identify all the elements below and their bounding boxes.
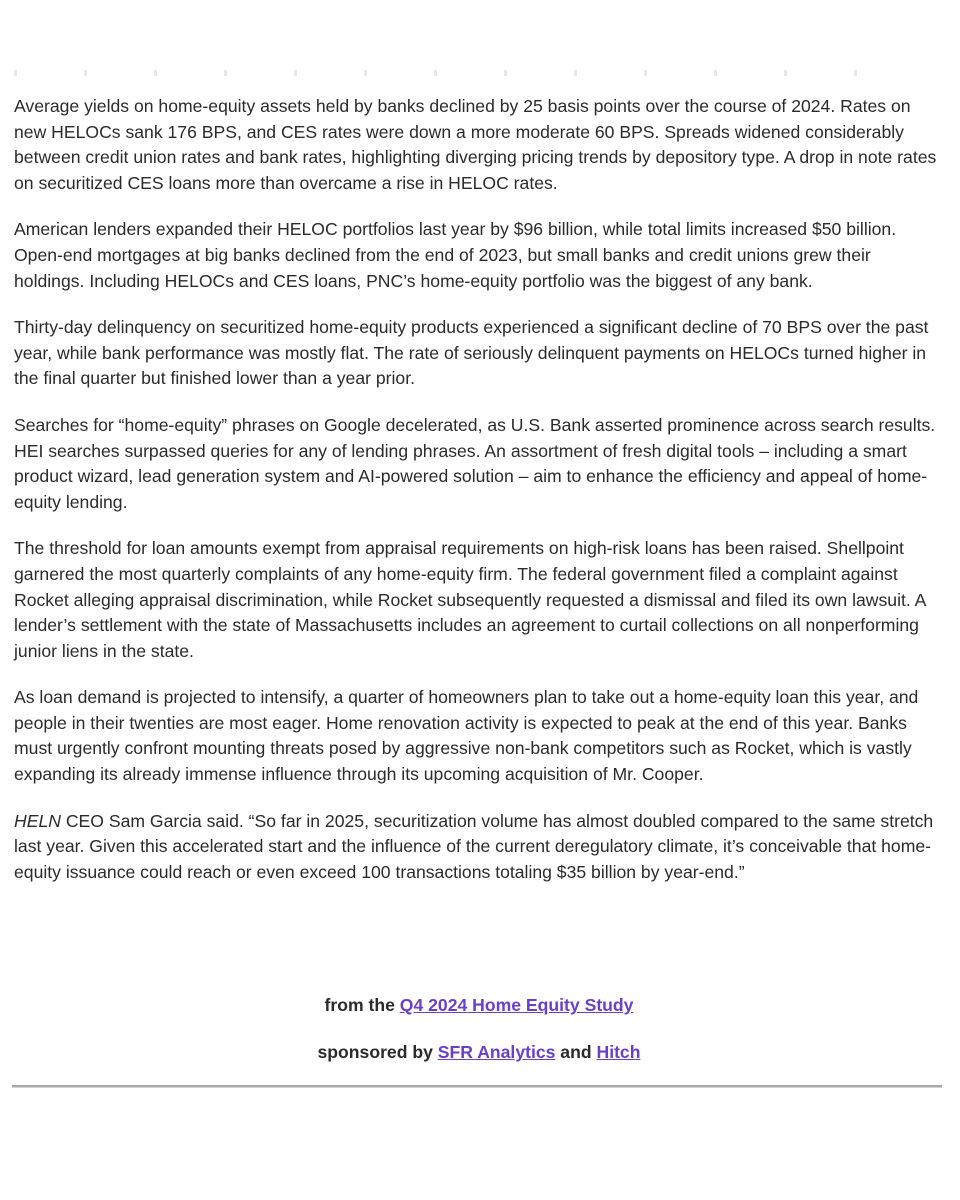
paragraph-outlook: As loan demand is projected to intensify, a quarter of homeowners plan to take out a home-equity loan this year, and people in their twenties are most eager. Home renovation activity is expected to peak at the end of this year. Banks must urgently confront mounting threats posed by aggressive non-bank competitors such as Rocket, which is vastly expanding its already immense influence through its upcoming acquisition of Mr. Cooper.: [14, 687, 919, 785]
paragraph-quote: [14, 809, 944, 886]
cropped-text-remnant: [14, 70, 874, 76]
paragraph-regulation: The threshold for loan amounts exempt from appraisal requirements on high-risk loans has been raised. Shellpoint garnered the most quarterly complaints of any home-equity firm. The federal government filed a complaint against Rocket alleging appraisal discrimination, while Rocket subsequently requested a dismissal and filed its own lawsuit. A lender’s settlement with the state of Massachusetts includes an agreement to curtail collections on all nonperforming junior liens in the state.: [14, 538, 926, 661]
publication-name: HELN: [14, 810, 61, 831]
paragraph-yields: Average yields on home-equity assets held by banks declined by 25 basis points over the course of 2024. Rates on new HELOCs sank 176 BPS, and CES rates were down a more moderate 60 BPS. Spreads widened considerably between credit union rates and bank rates, highlighting diverging pricing trends by depository type. A drop in note rates on securitized CES loans more than overcame a rise in HELOC rates.: [14, 96, 937, 193]
paragraph-portfolios: American lenders expanded their HELOC portfolios last year by $96 billion, while total limits increased $50 billion. Open-end mortgages at big banks declined from the end of 2023, but small banks and credit unions grew their holdings. Including HELOCs and CES loans, PNC’s home-equity portfolio was the biggest of any bank.: [14, 219, 897, 291]
quote-text: CEO Sam Garcia said. “So far in 2025, securitization volume has almost doubled compared to the same stretch last year. Given this accelerated start and the influence of the current deregulatory climate, it’s conceivable that home-equity issuance could reach or even exceed 100 transactions totaling $35 billion by year-end.”: [14, 810, 934, 882]
sponsor-hitch-link[interactable]: Hitch: [596, 1042, 641, 1062]
article-body: [14, 94, 944, 906]
from-prefix: from the: [324, 995, 400, 1015]
and-text: and: [555, 1042, 597, 1062]
sponsor-credit-line: [14, 1042, 944, 1063]
footer-divider: [12, 1085, 942, 1088]
paragraph-searches: Searches for “home-equity” phrases on Google decelerated, as U.S. Bank asserted prominence across search results. HEI searches surpassed queries for any of lending phrases. An assortment of fresh digital tools – including a smart product wizard, lead generation system and AI-powered solution – aim to enhance the efficiency and appeal of home-equity lending.: [14, 414, 936, 512]
study-link[interactable]: Q4 2024 Home Equity Study: [399, 995, 634, 1015]
study-credit-line: [14, 995, 944, 1016]
paragraph-delinquency: Thirty-day delinquency on securitized home-equity products experienced a significant decline of 70 BPS over the past year, while bank performance was mostly flat. The rate of seriously delinquent payments on HELOCs turned higher in the final quarter but finished lower than a year prior.: [14, 317, 929, 389]
sponsor-sfr-analytics-link[interactable]: SFR Analytics: [437, 1042, 556, 1062]
sponsored-prefix: sponsored by: [317, 1042, 438, 1062]
